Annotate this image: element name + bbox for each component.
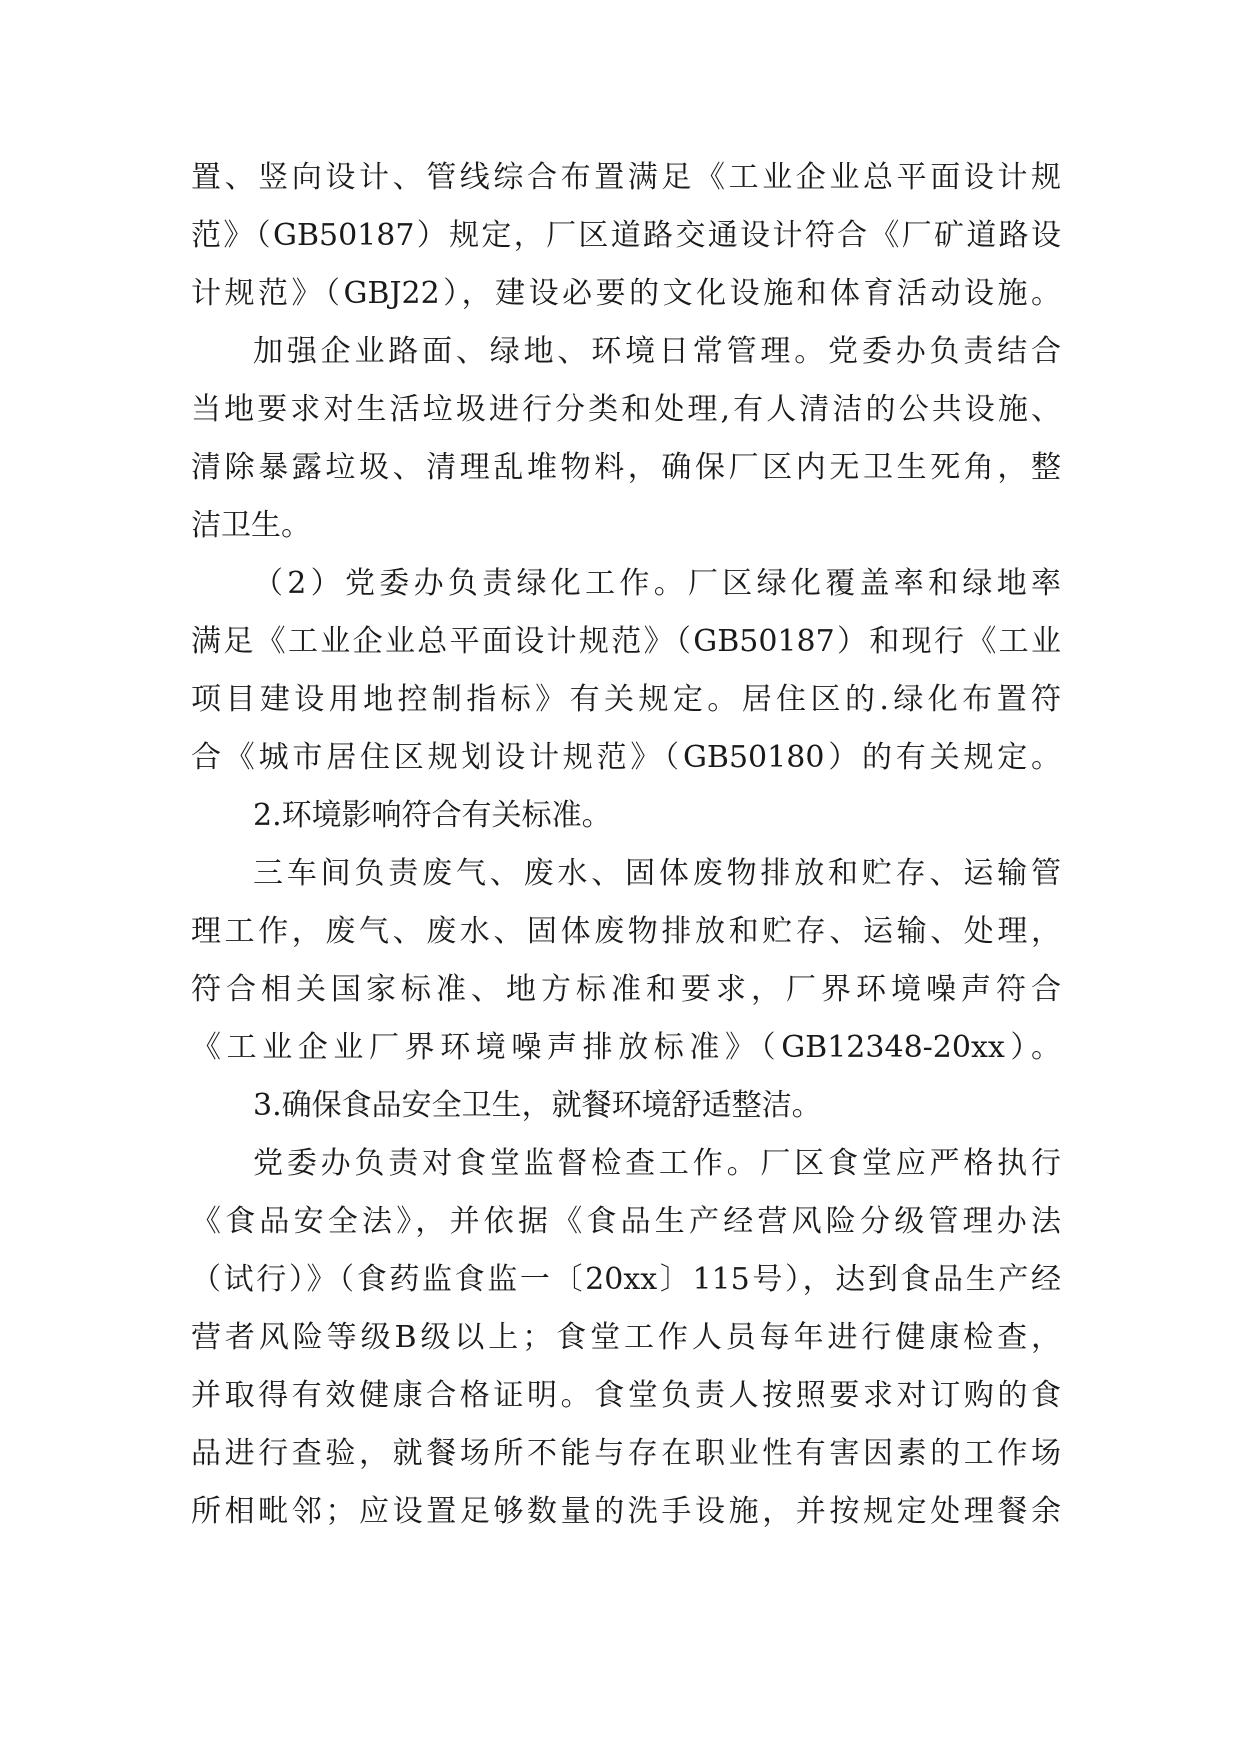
text-line: 所相毗邻；应设置足够数量的洗手设施，并按规定处理餐余 [191,1494,1061,1529]
text-line: 《工业企业厂界环境噪声排放标准》（GB12348-20xx）。 [191,1030,1061,1065]
text-line: 洁卫生。 [191,508,311,543]
text-line: 《食品安全法》，并依据《食品生产经营风险分级管理办法 [191,1204,1061,1239]
section-heading: 3.确保食品安全卫生，就餐环境舒适整洁。 [253,1088,822,1123]
text-line: 并取得有效健康合格证明。食堂负责人按照要求对订购的食 [191,1378,1061,1413]
paragraph-first-line: 加强企业路面、绿地、环境日常管理。党委办负责结合 [253,334,1061,369]
text-line: 符合相关国家标准、地方标准和要求，厂界环境噪声符合 [191,972,1061,1007]
text-line: 清除暴露垃圾、清理乱堆物料，确保厂区内无卫生死角，整 [191,450,1061,485]
text-line: 品进行查验，就餐场所不能与存在职业性有害因素的工作场 [191,1436,1061,1471]
text-line: 项目建设用地控制指标》有关规定。居住区的.绿化布置符 [191,682,1061,717]
paragraph-first-line: 三车间负责废气、废水、固体废物排放和贮存、运输管 [253,856,1061,891]
text-line: 当地要求对生活垃圾进行分类和处理,有人清洁的公共设施、 [191,392,1061,427]
paragraph-first-line: （2）党委办负责绿化工作。厂区绿化覆盖率和绿地率 [253,566,1061,601]
section-heading: 2.环境影响符合有关标准。 [253,798,612,833]
text-line: （试行）》（食药监食监一〔20xx〕115号），达到食品生产经 [191,1262,1061,1297]
text-line: 计规范》（GBJ22），建设必要的文化设施和体育活动设施。 [191,276,1061,311]
text-line: 置、竖向设计、管线综合布置满足《工业企业总平面设计规 [191,160,1061,195]
paragraph-first-line: 党委办负责对食堂监督检查工作。厂区食堂应严格执行 [253,1146,1061,1181]
text-line: 合《城市居住区规划设计规范》（GB50180）的有关规定。 [191,740,1061,775]
text-line: 营者风险等级B级以上；食堂工作人员每年进行健康检查， [191,1320,1061,1355]
text-line: 范》（GB50187）规定，厂区道路交通设计符合《厂矿道路设 [191,218,1061,253]
text-line: 理工作，废气、废水、固体废物排放和贮存、运输、处理， [191,914,1061,949]
text-line: 满足《工业企业总平面设计规范》（GB50187）和现行《工业 [191,624,1061,659]
